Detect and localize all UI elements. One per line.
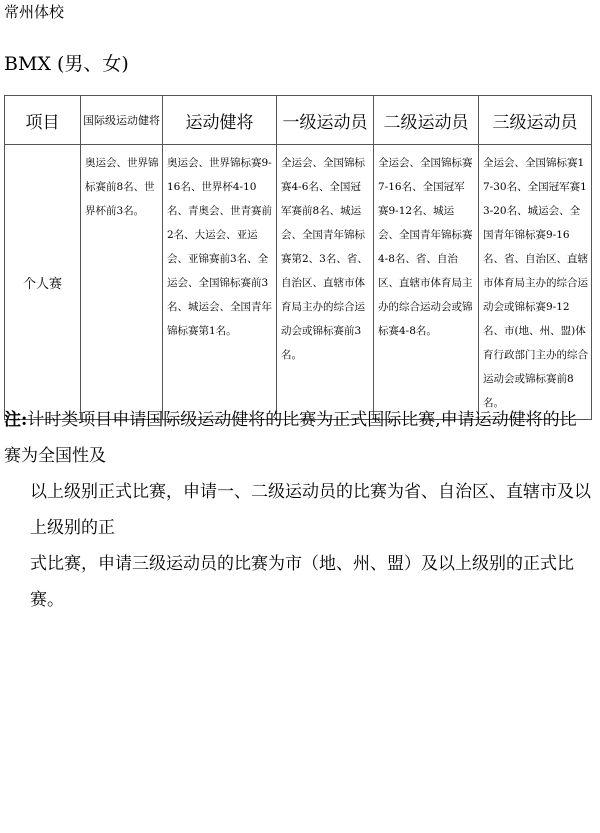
note-text-1: 计时类项目申请国际级运动健将的比赛为正式国际比赛,申请运动健将的比赛为全国性及 [4, 410, 577, 466]
column-header-master: 运动健将 [163, 96, 277, 145]
cell-second-class: 全运会、全国锦标赛7-16名、全国冠军赛9-12名、城运会、全国青年锦标赛4-8名、省、自治区、直辖市体育局主办的综合运动会或锦标赛4-8名。 [374, 145, 479, 420]
column-header-third-class: 三级运动员 [479, 96, 592, 145]
row-event-name: 个人赛 [5, 145, 81, 420]
school-name: 常州体校 [4, 3, 65, 21]
note-lead: 注: [4, 410, 28, 430]
qualification-table [4, 95, 592, 420]
note [4, 402, 592, 618]
column-header-second-class: 二级运动员 [374, 96, 479, 145]
cell-third-class: 全运会、全国锦标赛17-30名、全国冠军赛13-20名、城运会、全国青年锦标赛9-16名、省、自治区、直辖市体育局主办的综合运动会或锦标赛9-12名、市(地、州、盟)体育行政部门主办的综合运动会或锦标赛前8名。 [479, 145, 592, 420]
note-line-2: 以上级别正式比赛，申请一、二级运动员的比赛为省、自治区、直辖市及以上级别的正 [30, 482, 591, 538]
column-header-first-class: 一级运动员 [277, 96, 374, 145]
column-header-international-master: 国际级运动健将 [81, 96, 163, 145]
note-line-3: 式比赛，申请三级运动员的比赛为市（地、州、盟）及以上级别的正式比赛。 [30, 554, 574, 610]
section-title: BMX (男、女) [4, 53, 129, 75]
cell-master: 奥运会、世界锦标赛9-16名、世界杯4-10名、青奥会、世青赛前2名、大运会、亚运会、亚锦赛前3名、全运会、全国锦标赛前3名、城运会、全国青年锦标赛第1名。 [163, 145, 277, 420]
cell-international-master: 奥运会、世界锦标赛前8名、世界杯前3名。 [81, 145, 163, 420]
note-line-1 [4, 402, 592, 474]
table-header-row [5, 96, 592, 145]
table-row [5, 145, 592, 420]
column-header-event: 项目 [5, 96, 81, 145]
cell-first-class: 全运会、全国锦标赛4-6名、全国冠军赛前8名、城运会、全国青年锦标赛第2、3名、省、自治区、直辖市体育局主办的综合运动会或锦标赛前3名。 [277, 145, 374, 420]
